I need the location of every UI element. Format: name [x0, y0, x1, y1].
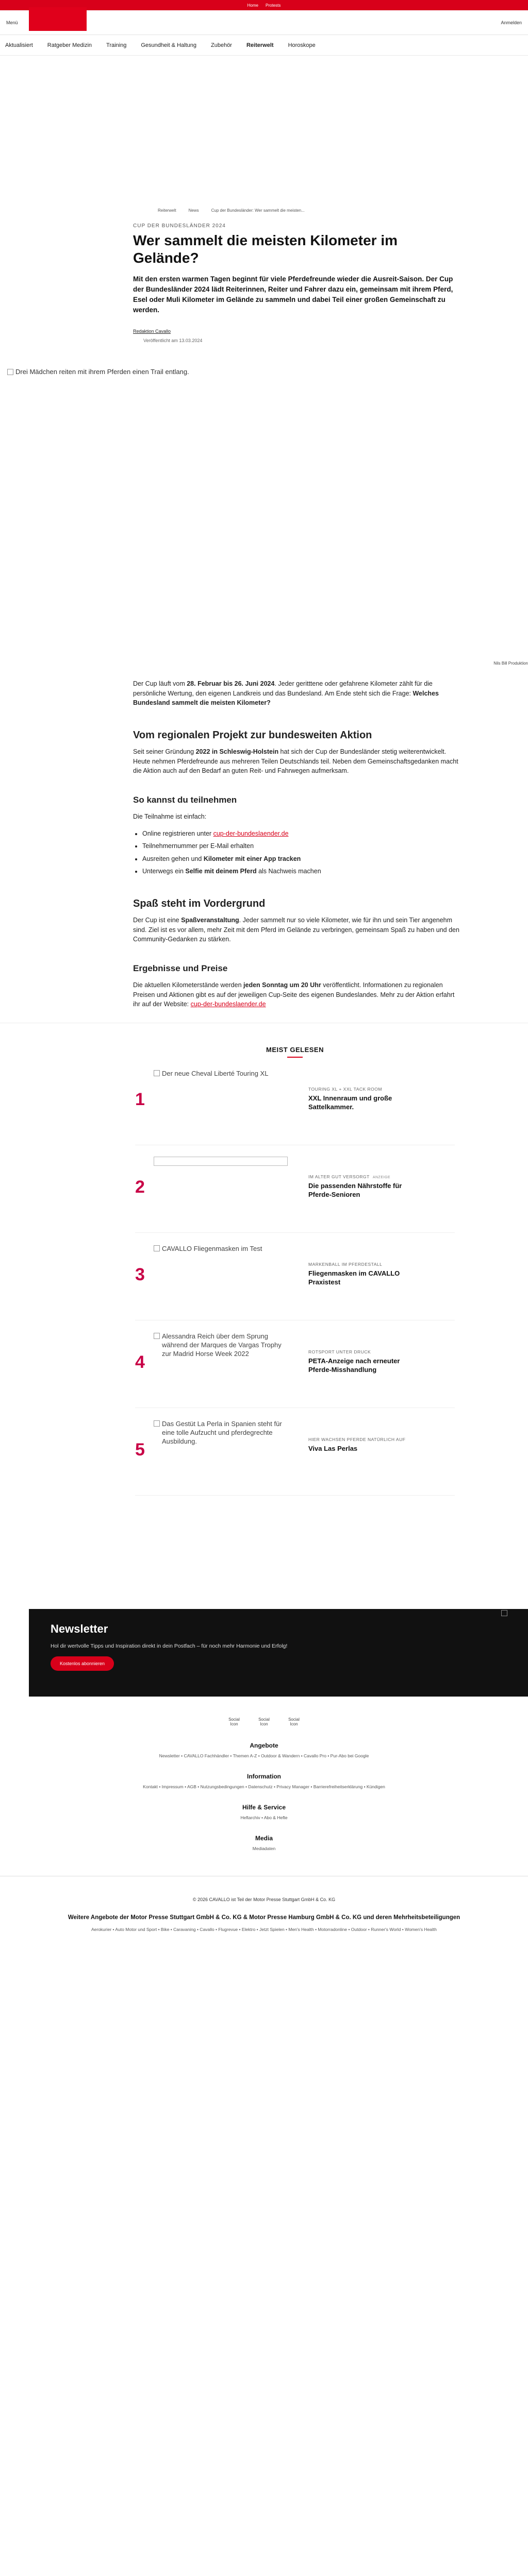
- teaser-kicker: ROTSPORT UNTER DRUCK: [308, 1349, 371, 1354]
- most-read-section: [135, 1046, 455, 1496]
- broken-image-icon: [154, 1245, 160, 1251]
- nav-item-active[interactable]: Reiterwelt: [246, 42, 274, 48]
- subscribe-button[interactable]: Kostenlos abonnieren: [51, 1656, 114, 1671]
- teaser-kicker: TOURING XL + XXL TACK ROOM: [308, 1086, 382, 1092]
- hero-image: [0, 368, 528, 672]
- teaser-image[interactable]: [154, 1157, 288, 1232]
- footer-links-help[interactable]: Heftarchiv • Abo & Hefte: [240, 1815, 288, 1820]
- menu-button[interactable]: Menü: [6, 20, 18, 25]
- paragraph: Der Cup läuft vom 28. Februar bis 26. Juni 2024. Jeder geritttene oder gefahrene Kilometer zählt für die persönliche Wertung, den eigenen Landkreis und das Bundesland. Am Ende steht sich die Frage: Welches Bundesland sammelt die meisten Kilometer?: [133, 680, 439, 706]
- footer-heading-angebote: Angebote: [250, 1741, 278, 1749]
- author-link[interactable]: Redaktion Cavallo: [133, 329, 171, 334]
- cup-link[interactable]: cup-der-bundeslaender.de: [190, 1001, 266, 1008]
- ad-badge: ANZEIGE: [372, 1175, 391, 1179]
- teaser-image[interactable]: Alessandra Reich über dem Sprung während der Marques de Vargas Trophy zur Madrid Horse Week 2022: [154, 1332, 288, 1408]
- teaser-image[interactable]: Das Gestüt La Perla in Spanien steht für eine tolle Aufzucht und pferdegrechte Ausbildung.: [154, 1419, 288, 1495]
- list-item: • Ausreiten gehen und Kilometer mit einer App tracken: [142, 854, 463, 864]
- footer-heading-media: Media: [255, 1834, 273, 1842]
- article-body: [133, 679, 463, 1009]
- cup-link[interactable]: cup-der-bundeslaender.de: [213, 829, 289, 837]
- teaser-kicker: IM ALTER GUT VERSORGT ANZEIGE: [308, 1174, 391, 1179]
- topbar-link-home[interactable]: Home: [247, 3, 258, 8]
- article-kicker: CUP DER BUNDESLÄNDER 2024: [133, 223, 226, 229]
- site-logo[interactable]: [29, 7, 87, 31]
- nav-item[interactable]: Ratgeber Medizin: [47, 42, 92, 48]
- teaser-title[interactable]: XXL Innenraum und große Sattelkammer.: [308, 1094, 392, 1111]
- list-item: • Unterwegs ein Selfie mit deinem Pferd als Nachweis machen: [142, 867, 463, 876]
- broken-image-icon: [154, 1333, 160, 1339]
- social-links: [0, 1717, 528, 1740]
- section-subheading: Ergebnisse und Preise: [133, 963, 228, 973]
- ad-slot: [0, 56, 528, 205]
- nav-item[interactable]: Gesundheit & Haltung: [141, 42, 196, 48]
- paragraph: Die aktuellen Kilometerstände werden jeden Sonntag um 20 Uhr veröffentlicht. Informationen zu regionalen Preisen und Aktionen gibt es auf der jeweiligen Cup-Seite des eigenen Bundeslandes. Mehr zu der Aktion erfahrt ihr auf der Website: cup-der-bundeslaender.de: [133, 981, 455, 1008]
- teaser-kicker: HIER WACHSEN PFERDE NATÜRLICH AUF: [308, 1436, 406, 1442]
- rank-number: 3: [135, 1264, 145, 1284]
- site-header: [0, 10, 528, 35]
- nav-item[interactable]: Horoskope: [288, 42, 316, 48]
- list-item: • Online registrieren unter cup-der-bundeslaender.de: [142, 829, 463, 839]
- footer-links-angebote[interactable]: Newsletter • CAVALLO Fachhändler • Themen A-Z • Outdoor & Wandern • Cavallo Pro • Pur-Abo bei Google: [159, 1753, 369, 1758]
- article-header: [133, 208, 463, 343]
- section-heading: Spaß steht im Vordergrund: [133, 897, 266, 909]
- section-heading: Vom regionalen Projekt zur bundesweiten Aktion: [133, 729, 372, 741]
- article-title: Wer sammelt die meisten Kilometer im Gelände?: [133, 232, 398, 266]
- footer-links-info[interactable]: Kontakt • Impressum • AGB • Nutzungsbedingungen • Datenschutz • Privacy Manager • Barrierefreiheitserklärung • Kündigen: [143, 1784, 385, 1789]
- newsletter-text: Hol dir wertvolle Tipps und Inspiration direkt in dein Postfach – für noch mehr Harmonie und Erfolg!: [51, 1642, 288, 1649]
- most-read-item[interactable]: [135, 1145, 455, 1233]
- broken-image-icon: [154, 1070, 160, 1076]
- rank-number: 5: [135, 1439, 145, 1460]
- article-lead: Mit den ersten warmen Tagen beginnt für viele Pferdefreunde wieder die Ausreit-Saison. Der Cup der Bundesländer 2024 lädt Reiterinnen, Reiter und Fahrer dazu ein, gemeinsam mit ihrem Pferd, Esel oder Muli Kilometer im Gelände zu sammeln und dabei Teil einer großen Gemeinschaft zu werden.: [133, 275, 453, 314]
- nav-item[interactable]: Aktualisiert: [5, 42, 33, 48]
- most-read-item[interactable]: [135, 1233, 455, 1320]
- breadcrumb-item[interactable]: Reiterwelt: [158, 208, 176, 213]
- breadcrumb: [158, 208, 463, 213]
- rank-number: 4: [135, 1352, 145, 1372]
- newsletter-title: Newsletter: [51, 1622, 108, 1635]
- login-button[interactable]: Anmelden: [501, 20, 522, 25]
- footer-heading-help: Hilfe & Service: [242, 1803, 286, 1811]
- publisher-brands[interactable]: Aerokurier • Auto Motor und Sport • Bike • Caravaning • Cavallo • Flugrevue • Elektro • Jetzt Spielen • Men's Health • Motorradonline • Outdoor • Runner's World • Women's Health: [91, 1926, 437, 1932]
- breadcrumb-item[interactable]: News: [188, 208, 199, 213]
- nav-item[interactable]: Training: [106, 42, 127, 48]
- social-icon[interactable]: Social Icon: [258, 1717, 270, 1726]
- broken-image-icon: [501, 1610, 507, 1616]
- paragraph: Der Cup ist eine Spaßveranstaltung. Jeder sammelt nur so viele Kilometer, wie für ihn und sein Tier angenehm sind. Ziel ist es vor allem, mehr Zeit mit dem Pferd im Gelände zu verbringen, gemeinsam Spaß zu haben und den Community-Gedanken zu stärken.: [133, 917, 459, 943]
- list-item: • Teilnehmernummer per E-Mail erhalten: [142, 841, 463, 851]
- most-read-item[interactable]: [135, 1408, 455, 1496]
- steps-list: [142, 829, 463, 876]
- social-icon[interactable]: Social Icon: [228, 1717, 240, 1726]
- publish-date: Veröffentlicht am 13.03.2024: [143, 338, 203, 343]
- teaser-kicker: MARKENBALL IM PFERDESTALL: [308, 1261, 383, 1267]
- breadcrumb-item: Cup der Bundesländer: Wer sammelt die meisten...: [211, 208, 305, 213]
- publisher-offers-heading: Weitere Angebote der Motor Presse Stuttgart GmbH & Co. KG & Motor Presse Hamburg GmbH & Co. KG und deren Mehrheitsbeteiligungen: [68, 1914, 460, 1921]
- hero-alt-text: Drei Mädchen reiten mit ihrem Pferden einen Trail entlang.: [15, 368, 189, 376]
- copyright: © 2026 CAVALLO ist Teil der Motor Presse Stuttgart GmbH & Co. KG: [192, 1896, 336, 1902]
- nav-item[interactable]: Zubehör: [211, 42, 232, 48]
- newsletter-box: [29, 1609, 528, 1697]
- rank-number: 2: [135, 1177, 145, 1197]
- footer-links-media[interactable]: Mediadaten: [252, 1845, 276, 1851]
- most-read-item[interactable]: [135, 1058, 455, 1145]
- paragraph: Die Teilnahme ist einfach:: [133, 813, 207, 820]
- social-icon[interactable]: Social Icon: [288, 1717, 300, 1726]
- teaser-title[interactable]: PETA-Anzeige nach erneuter Pferde-Misshandlung: [308, 1357, 400, 1374]
- teaser-title[interactable]: Fliegenmasken im CAVALLO Praxistest: [308, 1269, 400, 1286]
- image-credit: Nils Bill Produktion: [493, 661, 528, 666]
- broken-image-icon: [7, 369, 13, 375]
- teaser-image[interactable]: CAVALLO Fliegenmasken im Test: [154, 1244, 288, 1320]
- teaser-title[interactable]: Viva Las Perlas: [308, 1444, 358, 1452]
- most-read-item[interactable]: [135, 1320, 455, 1408]
- rank-number: 1: [135, 1089, 145, 1109]
- section-subheading: So kannst du teilnehmen: [133, 794, 237, 805]
- paragraph: Seit seiner Gründung 2022 in Schleswig-Holstein hat sich der Cup der Bundesländer stetig weiterentwickelt. Heute nehmen Pferdefreunde aus mehreren Teilen Deutschlands teil. Neben dem Gemeinschaftsgedanken macht die Aktion auch auf den Bedarf an guten Reit- und Fahrwegen aufmerksam.: [133, 748, 458, 774]
- topbar-link-protests[interactable]: Protests: [266, 3, 281, 8]
- most-read-heading: MEIST GELESEN: [266, 1045, 324, 1054]
- teaser-image[interactable]: Der neue Cheval Liberté Touring XL: [154, 1069, 288, 1145]
- teaser-title[interactable]: Die passenden Nährstoffe für Pferde-Senioren: [308, 1181, 402, 1198]
- main-nav: [0, 35, 528, 56]
- broken-image-icon: [154, 1420, 160, 1427]
- footer-heading-info: Information: [247, 1772, 281, 1780]
